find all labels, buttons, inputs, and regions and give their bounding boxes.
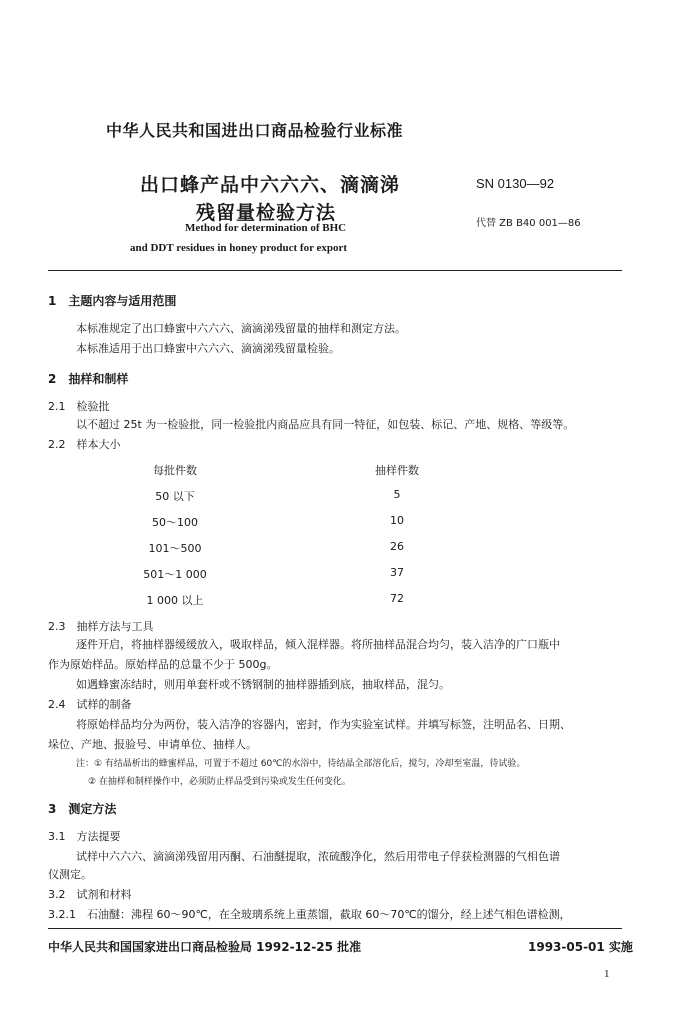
section-2-4-paragraph-1: 将原始样品均分为两份，装入洁净的容器内，密封，作为实验室试样。并填写标签，注明品名、日期、 [76,718,571,731]
table-cell: 101～500 [148,542,202,555]
table-cell: 501～1 000 [143,568,207,581]
table-cell: 50 以下 [155,490,195,503]
section-2-1-heading: 2.1 检验批 [48,400,110,413]
section-2-4-heading: 2.4 试样的制备 [48,698,132,711]
section-3-2-1-paragraph: 3.2.1 石油醚：沸程 60～90℃，在全玻璃系统上重蒸馏，截取 60～70℃的馏分，经上述气相色谱检测， [48,908,571,921]
implementation-date: 1993-05-01 实施 [528,940,633,954]
table-cell: 26 [390,540,404,553]
section-3-1-paragraph-1: 试样中六六六、滴滴涕残留用丙酮、石油醚提取，浓硫酸净化，然后用带电子俘获检测器的气相色谱 [76,850,560,863]
section-1-heading: 1 主题内容与适用范围 [48,294,177,308]
table-header-sample-count: 抽样件数 [375,464,419,477]
issuing-organization: 中华人民共和国进出口商品检验行业标准 [106,121,404,140]
section-3-heading: 3 测定方法 [48,802,117,816]
footer-divider [48,928,622,929]
table-cell: 10 [390,514,404,527]
table-header-lot-count: 每批件数 [153,464,197,477]
document-title-line2: 残留量检验方法 [196,202,337,224]
standard-number: SN 0130—92 [476,176,555,191]
section-2-4-note-2: ② 在抽样和制样操作中，必须防止样品受到污染或发生任何变化。 [88,777,351,787]
english-title-line2: and DDT residues in honey product for export [130,242,348,254]
table-cell: 50～100 [152,516,198,529]
section-2-4-paragraph-2: 垛位、产地、报验号、申请单位、抽样人。 [48,738,257,751]
approval-statement: 中华人民共和国国家进出口商品检验局 1992-12-25 批准 [48,940,362,954]
table-cell: 5 [393,488,401,501]
page-number: 1 [604,968,610,980]
table-cell: 72 [390,592,404,605]
section-3-1-heading: 3.1 方法提要 [48,830,121,843]
section-2-4-note-1: 注：① 有结晶析出的蜂蜜样品，可置于不超过 60℃的水浴中，待结晶全部溶化后，搅匀，冷却至室温，待试验。 [76,759,526,769]
section-2-3-paragraph-3: 如遇蜂蜜冻结时，则用单套杆或不锈钢制的抽样器插到底，抽取样品，混匀。 [76,678,450,691]
section-3-1-paragraph-2: 仪测定。 [48,868,92,881]
header-divider [48,270,622,271]
section-2-3-paragraph-2: 作为原始样品。原始样品的总量不少于 500g。 [48,658,278,671]
document-title-line1: 出口蜂产品中六六六、滴滴涕 [140,174,401,196]
replaces-standard: 代替 ZB B40 001—86 [476,218,581,229]
section-2-2-heading: 2.2 样本大小 [48,438,121,451]
section-1-paragraph-2: 本标准适用于出口蜂蜜中六六六、滴滴涕残留量检验。 [76,342,340,355]
section-1-paragraph-1: 本标准规定了出口蜂蜜中六六六、滴滴涕残留量的抽样和测定方法。 [76,322,406,335]
section-2-1-paragraph: 以不超过 25t 为一检验批，同一检验批内商品应具有同一特征，如包装、标记、产地、规格、等级等。 [76,418,575,431]
english-title-line1: Method for determination of BHC [185,222,347,234]
table-cell: 1 000 以上 [146,594,204,607]
section-2-3-paragraph-1: 逐件开启，将抽样器缓缓放入，吸取样品，倾入混样器。将所抽样品混合均匀，装入洁净的广口瓶中 [76,638,560,651]
section-3-2-heading: 3.2 试剂和材料 [48,888,132,901]
table-cell: 37 [390,566,404,579]
section-2-3-heading: 2.3 抽样方法与工具 [48,620,154,633]
section-2-heading: 2 抽样和制样 [48,372,129,386]
